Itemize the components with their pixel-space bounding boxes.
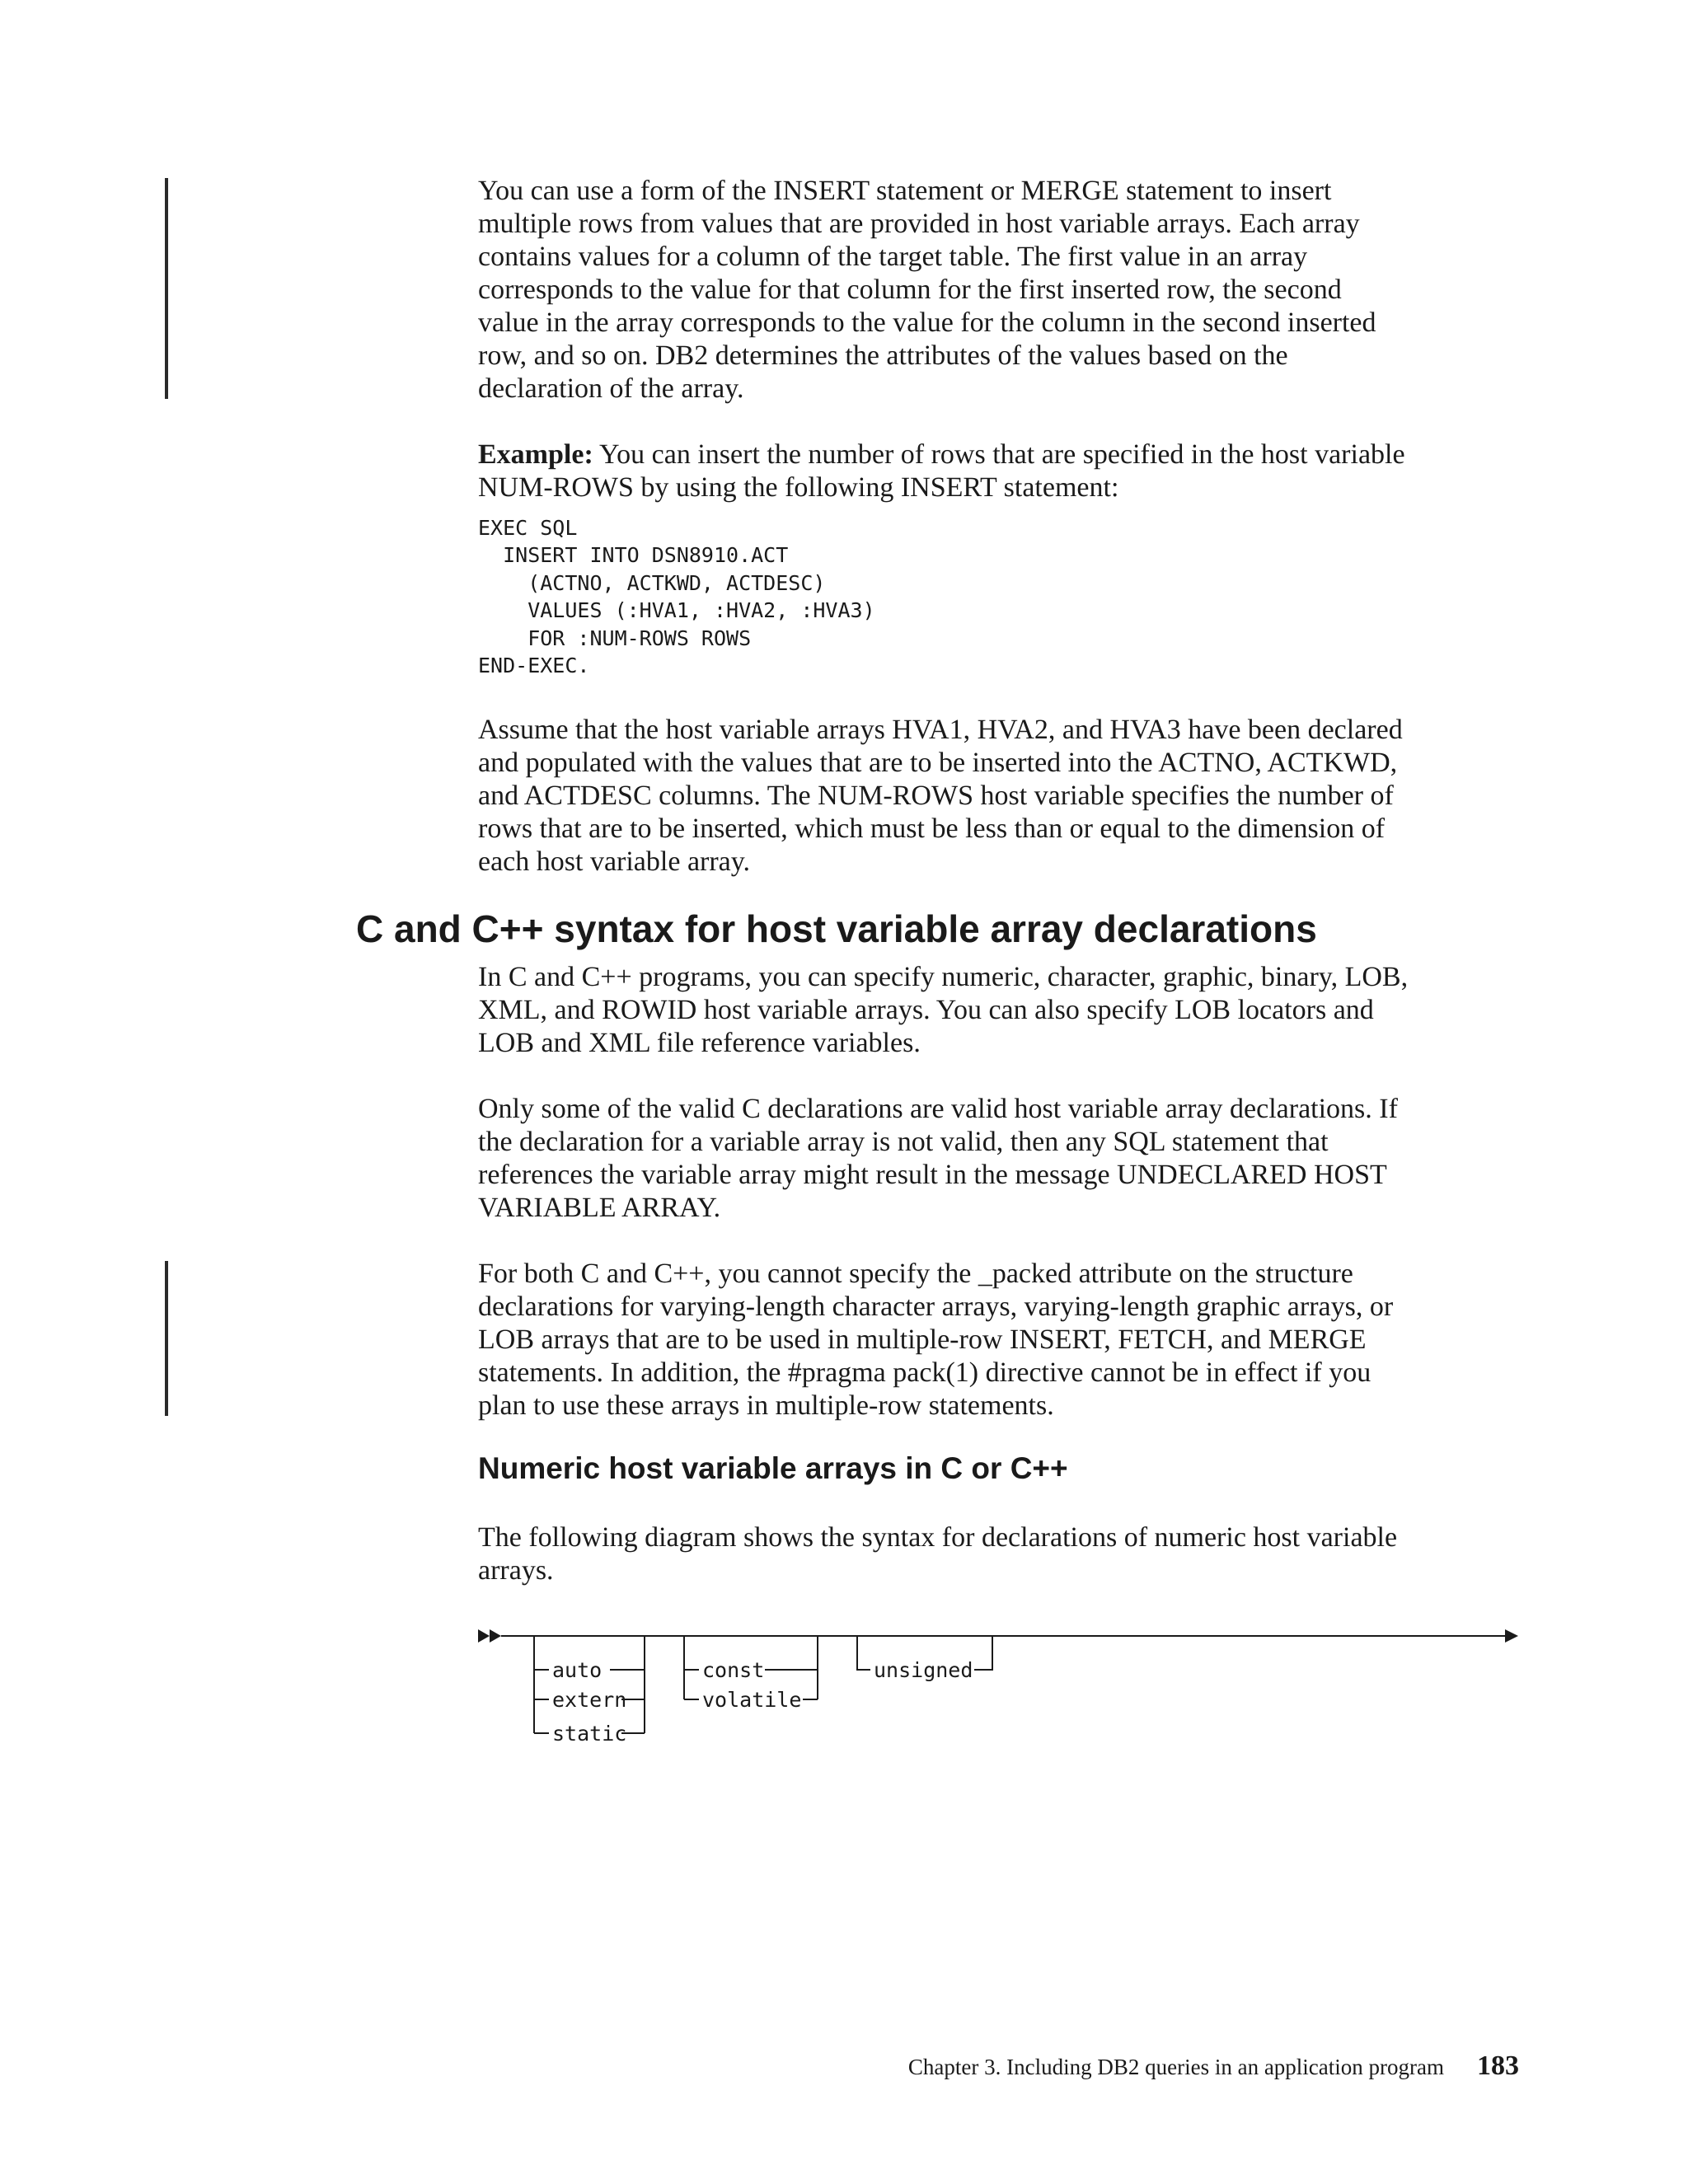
example-paragraph: Example: You can insert the number of rows that are specified in the host variable NUM-ROWS by using the following INSERT statement: xyxy=(478,439,1405,503)
section-heading: C and C++ syntax for host variable array declarations xyxy=(356,907,1317,950)
packed-paragraph: For both C and C++, you cannot specify the _packed attribute on the structure declarations for varying-length character arrays, varying-length graphic arrays, or LOB arrays that are to be used in multiple-row INSERT, FETCH, and MERGE statements. In addition, the #pragma pack(1) directive cannot be in effect if you plan to use these arrays in multiple-row statements. xyxy=(478,1258,1394,1421)
footer-chapter-title: Chapter 3. Including DB2 queries in an application program xyxy=(907,2055,1444,2079)
valid-paragraph: Only some of the valid C declarations are valid host variable array declarations. If the declaration for a variable array is not valid, then any SQL statement that references the variable array might result in the message UNDECLARED HOST VARIABLE ARRAY. xyxy=(478,1094,1398,1223)
change-bar xyxy=(165,178,168,399)
syntax-branch xyxy=(534,1636,645,1733)
keyword-auto: auto xyxy=(552,1658,603,1682)
example-label: Example: xyxy=(478,439,593,470)
syntax-end-arrow xyxy=(1505,1629,1518,1643)
change-bar xyxy=(165,1261,168,1416)
assume-paragraph: Assume that the host variable arrays HVA1, HVA2, and HVA3 have been declared and populated with the values that are to be inserted into the ACTNO, ACTKWD, and ACTDESC columns. The NUM-ROWS host variable specifies the number of rows that are to be inserted, which must be less than or equal to the dimension of each host variable array. xyxy=(478,715,1403,877)
keyword-extern: extern xyxy=(552,1688,627,1712)
syntax-diagram xyxy=(476,1615,1523,1755)
c-paragraph: In C and C++ programs, you can specify numeric, character, graphic, binary, LOB, XML, and ROWID host variable arrays. You can also specify LOB locators and LOB and XML file reference variables. xyxy=(478,962,1409,1058)
syntax-start-arrow xyxy=(490,1629,501,1643)
keyword-unsigned: unsigned xyxy=(874,1658,973,1682)
page-number: 183 xyxy=(1477,2050,1519,2081)
subsection-heading: Numeric host variable arrays in C or C++ xyxy=(478,1451,1068,1485)
code-sample: EXEC SQL INSERT INTO DSN8910.ACT (ACTNO, ACTKWD, ACTDESC) VALUES (:HVA1, :HVA2, :HVA3) FOR :NUM-ROWS ROWS END-EXEC. xyxy=(478,516,875,678)
diagram-intro-paragraph: The following diagram shows the syntax for declarations of numeric host variable arrays. xyxy=(478,1522,1398,1586)
intro-paragraph: You can use a form of the INSERT statement or MERGE statement to insert multiple rows from values that are provided in host variable arrays. Each array contains values for a column of the target table. The first value in an array corresponds to the value for that column for the first inserted row, the second value in the array corresponds to the value for the column in the second inserted row, and so on. DB2 determines the attributes of the values based on the declaration of the array. xyxy=(478,176,1376,404)
keyword-const: const xyxy=(702,1658,765,1682)
keyword-volatile: volatile xyxy=(702,1688,802,1712)
page-footer xyxy=(908,2050,1519,2082)
keyword-static: static xyxy=(552,1722,627,1746)
syntax-start-arrow xyxy=(478,1629,490,1643)
